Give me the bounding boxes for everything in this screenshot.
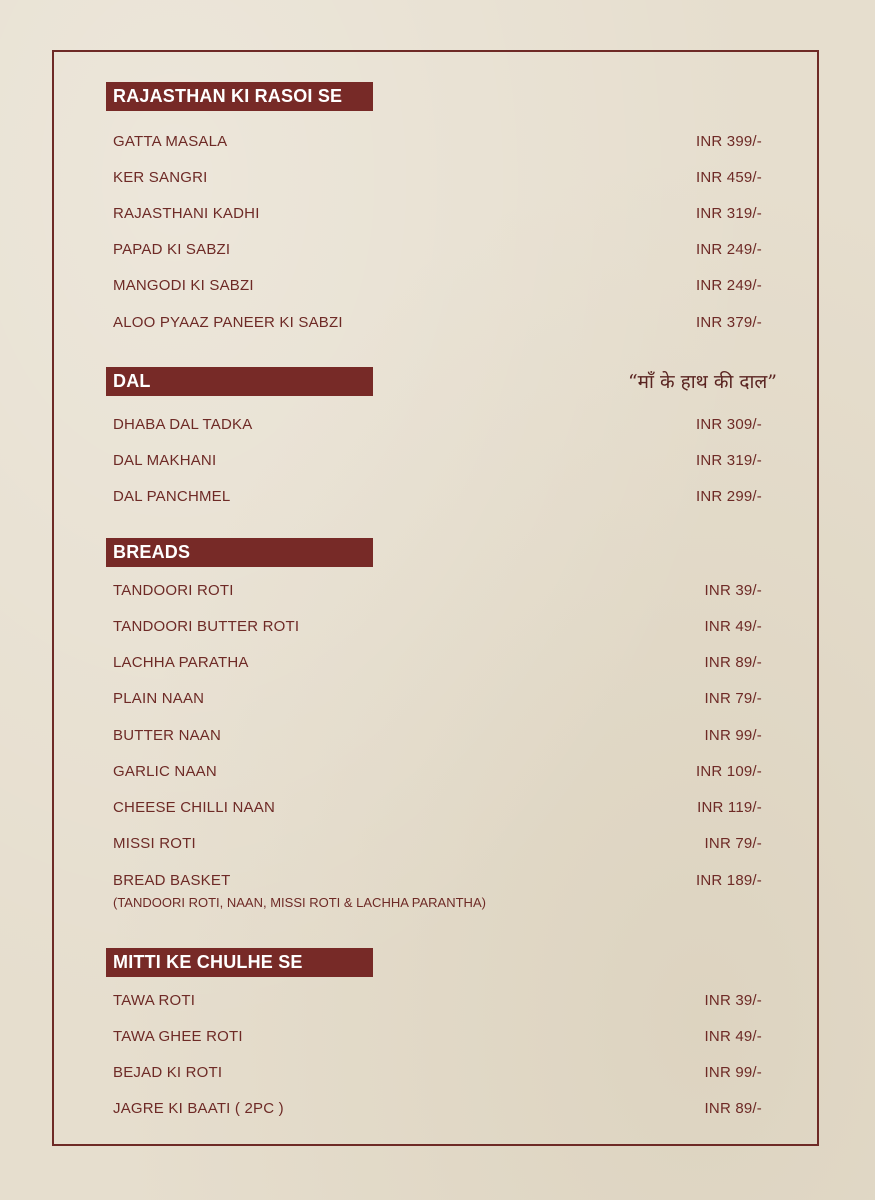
menu-item-price: INR 79/- <box>704 835 762 852</box>
menu-item-name: TANDOORI ROTI <box>113 582 234 599</box>
menu-item-price: INR 49/- <box>704 618 762 635</box>
menu-item-price: INR 109/- <box>696 763 762 780</box>
menu-item-description: (TANDOORI ROTI, NAAN, MISSI ROTI & LACHHA PARANTHA) <box>113 895 486 910</box>
menu-item-price: INR 39/- <box>704 582 762 599</box>
menu-item-price: INR 119/- <box>697 799 762 816</box>
section-header-dal: DAL <box>106 367 373 396</box>
menu-item-price: INR 49/- <box>704 1028 762 1045</box>
menu-item-name: ALOO PYAAZ PANEER KI SABZI <box>113 314 343 331</box>
menu-item-name: PLAIN NAAN <box>113 690 205 707</box>
menu-item-name: TANDOORI BUTTER ROTI <box>113 618 300 635</box>
menu-item-price: INR 79/- <box>704 690 762 707</box>
menu-item-name: GARLIC NAAN <box>113 763 217 780</box>
section-header-rajasthan-ki-rasoi-se: RAJASTHAN KI RASOI SE <box>106 82 373 111</box>
menu-item-price: INR 89/- <box>704 654 762 671</box>
menu-item-price: INR 249/- <box>696 241 762 258</box>
menu-item-price: INR 39/- <box>704 992 762 1009</box>
menu-item-price: INR 99/- <box>704 727 762 744</box>
menu-item-price: INR 89/- <box>704 1100 762 1117</box>
menu-item-price: INR 309/- <box>696 416 762 433</box>
section-header-breads: BREADS <box>106 538 373 567</box>
menu-item-price: INR 459/- <box>696 169 762 186</box>
menu-item-name: TAWA ROTI <box>113 992 196 1009</box>
menu-item-price: INR 319/- <box>696 205 762 222</box>
menu-item-name: RAJASTHANI KADHI <box>113 205 260 222</box>
menu-item-name: BUTTER NAAN <box>113 727 222 744</box>
section-header-mitti-ke-chulhe-se: MITTI KE CHULHE SE <box>106 948 373 977</box>
menu-item-name: JAGRE KI BAATI ( 2PC ) <box>113 1100 284 1117</box>
menu-item-price: INR 189/- <box>696 872 762 889</box>
menu-item-name: MISSI ROTI <box>113 835 196 852</box>
menu-item-name: DAL PANCHMEL <box>113 488 231 505</box>
menu-item-name: DAL MAKHANI <box>113 452 217 469</box>
menu-item-name: BEJAD KI ROTI <box>113 1064 223 1081</box>
menu-item-price: INR 379/- <box>696 314 762 331</box>
menu-item-name: GATTA MASALA <box>113 133 228 150</box>
menu-item-name: PAPAD KI SABZI <box>113 241 231 258</box>
menu-item-price: INR 249/- <box>696 277 762 294</box>
menu-item-price: INR 399/- <box>696 133 762 150</box>
menu-item-name: MANGODI KI SABZI <box>113 277 254 294</box>
menu-item-price: INR 99/- <box>704 1064 762 1081</box>
menu-item-name: BREAD BASKET <box>113 872 231 889</box>
menu-item-name: LACHHA PARATHA <box>113 654 249 671</box>
menu-item-name: DHABA DAL TADKA <box>113 416 253 433</box>
dal-tagline: “माँ के हाथ की दाल” <box>627 371 777 393</box>
menu-item-name: TAWA GHEE ROTI <box>113 1028 243 1045</box>
menu-item-price: INR 319/- <box>696 452 762 469</box>
menu-item-name: KER SANGRI <box>113 169 208 186</box>
menu-item-name: CHEESE CHILLI NAAN <box>113 799 275 816</box>
menu-item-price: INR 299/- <box>696 488 762 505</box>
